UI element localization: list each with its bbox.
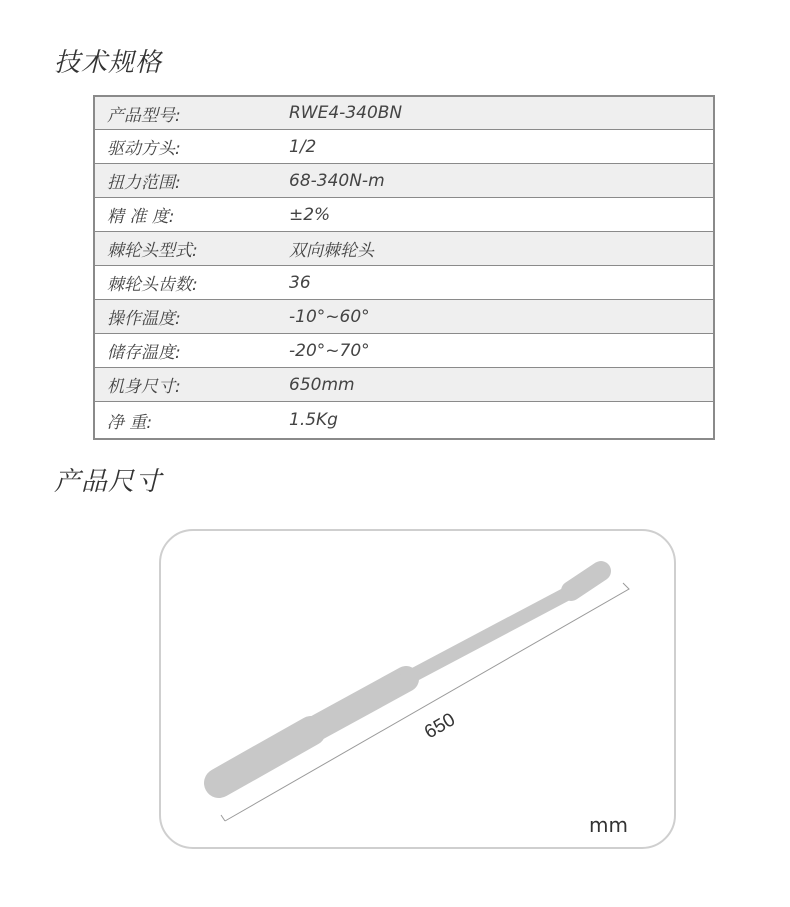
wrench-dimension-drawing [161,531,678,851]
spec-key: 扭力范围: [107,173,181,193]
spec-row [95,265,713,299]
spec-value: 68-340N-m [289,170,385,191]
dimension-diagram [159,529,676,849]
spec-key: 产品型号: [107,105,181,126]
unit-label: mm [589,813,628,837]
spec-value: -10°~60° [289,306,370,327]
spec-value: ±2% [289,204,331,225]
spec-value: 1.5Kg [289,410,338,430]
spec-value: 36 [289,272,311,293]
spec-value: RWE4-340BN [289,103,403,123]
spec-row [95,197,713,231]
spec-row [95,231,713,265]
spec-key: 储存温度: [107,343,181,363]
spec-row [95,333,713,367]
spec-row [95,299,713,333]
spec-value: 650mm [289,374,355,395]
spec-row [95,401,713,438]
spec-row [95,129,713,163]
spec-row [95,367,713,401]
spec-row [95,163,713,197]
spec-row [95,97,713,129]
spec-key: 净 重: [107,412,153,433]
dimension-line [221,583,629,821]
torque-wrench-silhouette [219,571,601,783]
spec-table [93,95,715,440]
spec-key: 棘轮头型式: [107,241,198,261]
spec-key: 操作温度: [107,309,181,329]
spec-value: 1/2 [289,136,317,157]
spec-key: 机身尺寸: [107,377,181,397]
section-title-specs: 技术规格 [54,48,163,78]
spec-key: 棘轮头齿数: [107,275,198,295]
length-label: 650 [421,709,459,744]
spec-value: -20°~70° [289,340,370,361]
spec-key: 驱动方头: [107,139,181,159]
section-title-dimensions: 产品尺寸 [54,467,163,497]
spec-value: 双向棘轮头 [289,241,374,261]
spec-key: 精 准 度: [107,207,175,227]
